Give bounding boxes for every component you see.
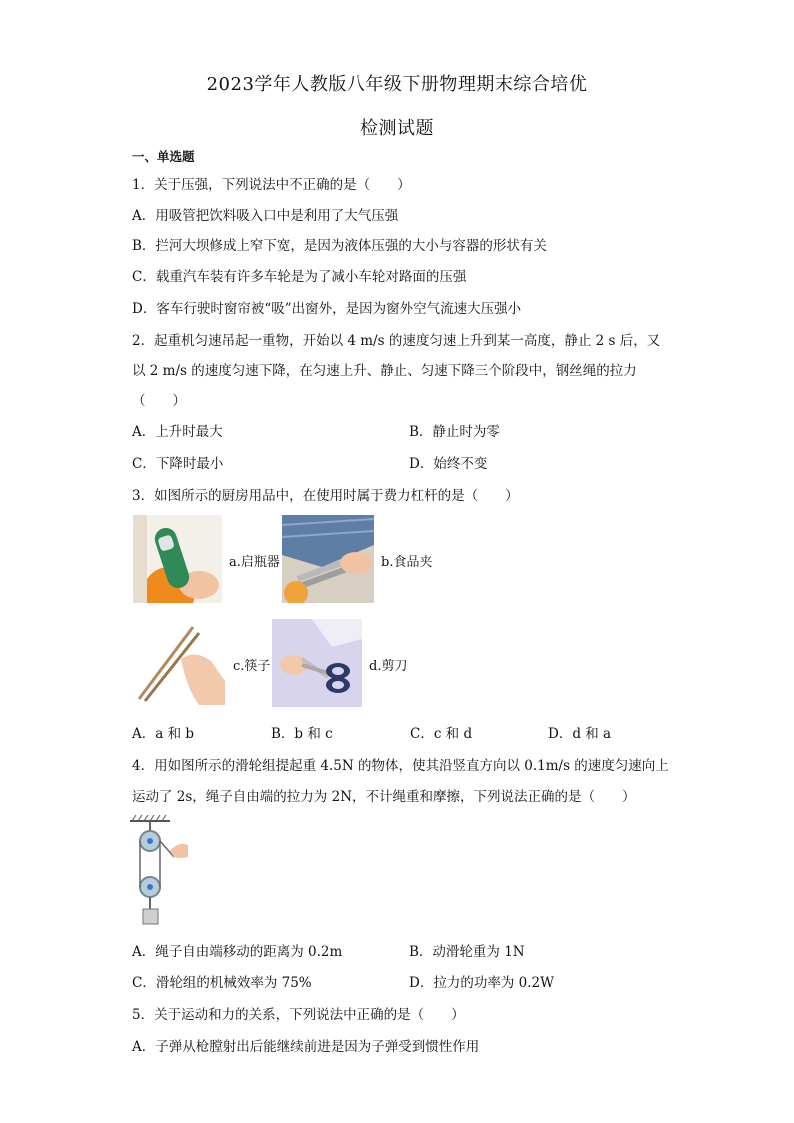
- question-1-option-a: A．用吸管把饮料吸入口中是利用了大气压强: [132, 208, 399, 224]
- pulley-system-diagram: [128, 815, 190, 927]
- scissors-image: [272, 619, 362, 707]
- section-heading: 一、单选题: [132, 149, 195, 164]
- question-3-option-c: C．c 和 d: [410, 726, 473, 742]
- question-2-option-d: D．始终不变: [409, 456, 488, 472]
- caption-b: b.食品夹: [381, 555, 433, 570]
- question-4-option-a: A．绳子自由端移动的距离为 0.2m: [132, 944, 343, 960]
- question-5-stem: 5．关于运动和力的关系，下列说法中正确的是（ ）: [132, 1007, 465, 1023]
- question-1-option-b: B．拦河大坝修成上窄下宽，是因为液体压强的大小与容器的形状有关: [132, 238, 547, 254]
- food-tongs-image: [282, 515, 374, 603]
- question-5-option-a: A．子弹从枪膛射出后能继续前进是因为子弹受到惯性作用: [132, 1039, 480, 1055]
- bottle-opener-image: [133, 515, 222, 603]
- question-2-option-c: C．下降时最小: [132, 456, 224, 472]
- question-1-stem: 1．关于压强，下列说法中不正确的是（ ）: [132, 177, 411, 193]
- question-4-stem-line-2: 运动了 2s，绳子自由端的拉力为 2N，不计绳重和摩擦，下列说法正确的是（ ）: [132, 789, 636, 805]
- chopsticks-image: [133, 619, 226, 705]
- caption-c: c.筷子: [233, 659, 271, 674]
- question-3-option-d: D．d 和 a: [548, 726, 612, 742]
- question-4-stem-line-1: 4．用如图所示的滑轮组提起重 4.5N 的物体，使其沿竖直方向以 0.1m/s 的速度匀速向上: [132, 758, 669, 774]
- question-2-stem-line-3: （ ）: [132, 393, 186, 409]
- question-1-option-d: D．客车行驶时窗帘被“吸”出窗外，是因为窗外空气流速大压强小: [132, 301, 522, 317]
- question-2-option-b: B．静止时为零: [409, 424, 500, 440]
- question-4-option-b: B．动滑轮重为 1N: [409, 944, 525, 960]
- question-2-stem-line-2: 以 2 m/s 的速度匀速下降，在匀速上升、静止、匀速下降三个阶段中，钢丝绳的拉力: [132, 363, 637, 379]
- page-title: 2023学年人教版八年级下册物理期末综合培优: [206, 74, 588, 95]
- question-2-option-a: A．上升时最大: [132, 424, 223, 440]
- question-4-option-c: C．滑轮组的机械效率为 75%: [132, 975, 312, 991]
- page-subtitle: 检测试题: [360, 118, 434, 139]
- caption-d: d.剪刀: [369, 659, 408, 674]
- question-3-option-a: A．a 和 b: [132, 726, 195, 742]
- question-4-option-d: D．拉力的功率为 0.2W: [409, 975, 554, 991]
- caption-a: a.启瓶器: [229, 555, 280, 570]
- question-2-stem-line-1: 2．起重机匀速吊起一重物，开始以 4 m/s 的速度匀速上升到某一高度，静止 2 s 后，又: [132, 333, 661, 349]
- question-3-option-b: B．b 和 c: [271, 726, 333, 742]
- question-1-option-c: C．载重汽车装有许多车轮是为了减小车轮对路面的压强: [132, 269, 467, 285]
- question-3-stem: 3．如图所示的厨房用品中，在使用时属于费力杠杆的是（ ）: [132, 488, 519, 504]
